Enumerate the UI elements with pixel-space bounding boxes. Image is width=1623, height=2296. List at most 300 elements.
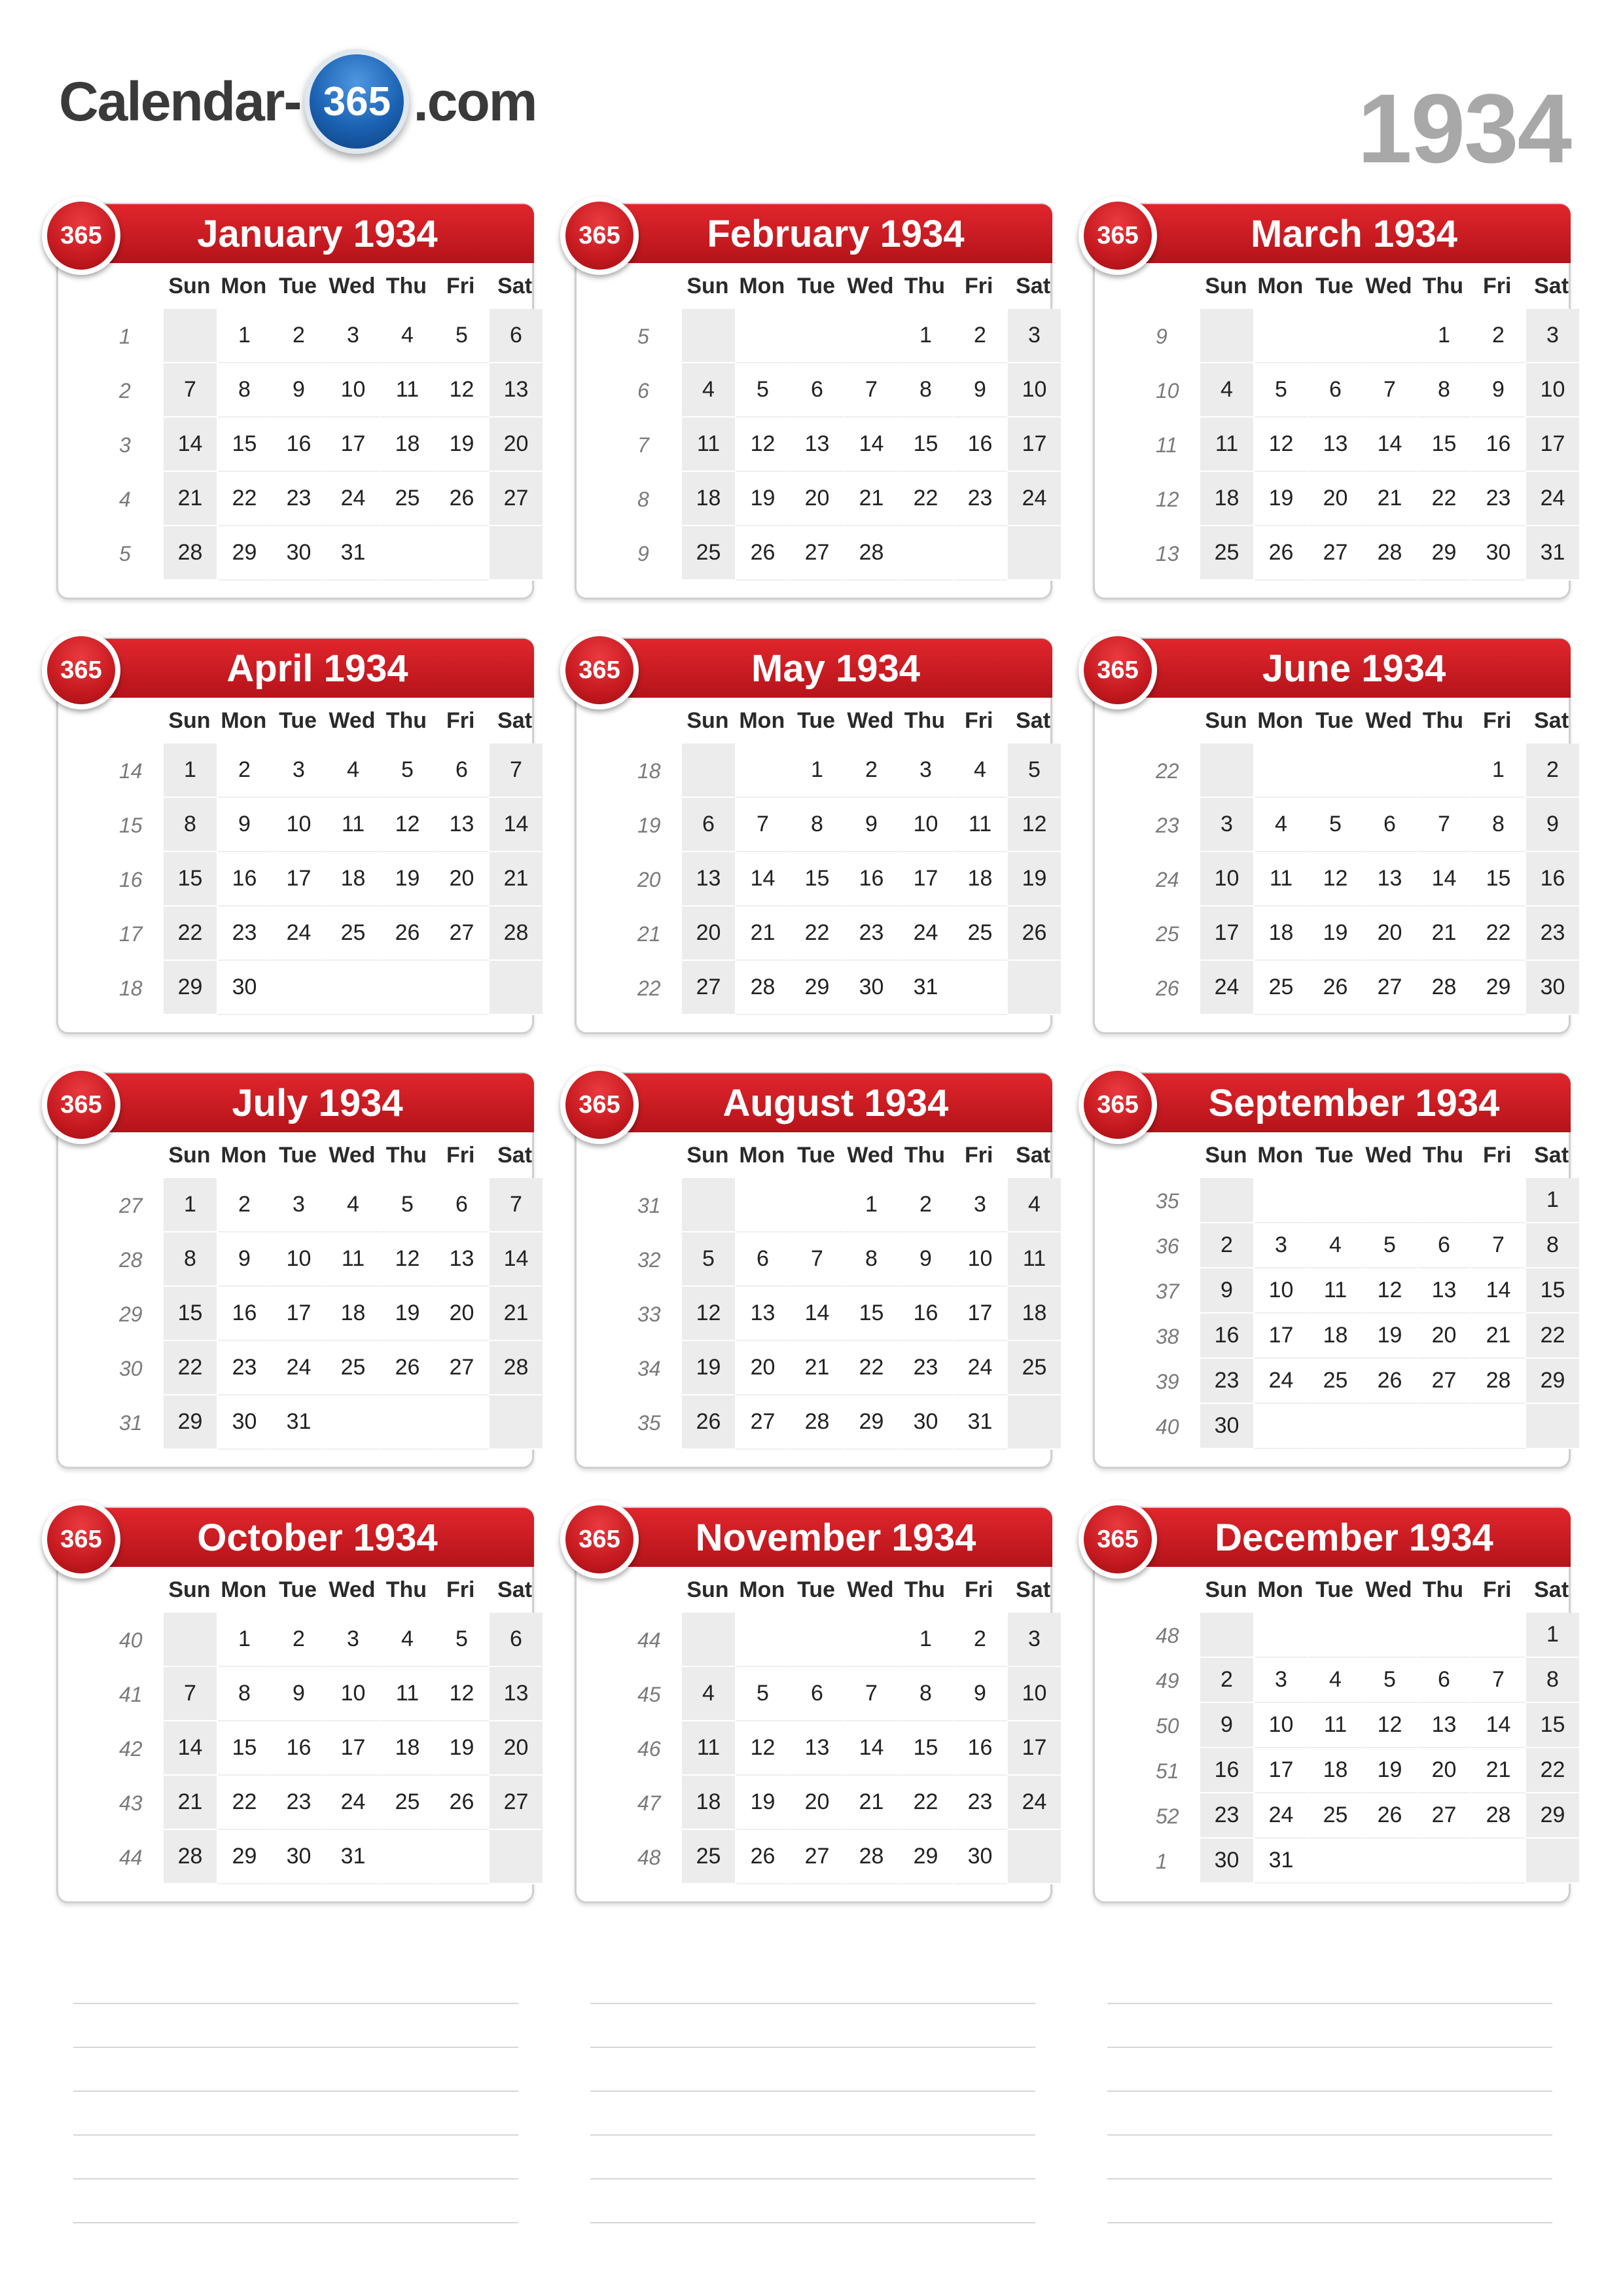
- day-cell[interactable]: 25: [327, 906, 381, 961]
- day-cell[interactable]: 9: [218, 798, 272, 852]
- day-cell[interactable]: 29: [1526, 1793, 1580, 1839]
- day-cell[interactable]: 26: [1255, 526, 1309, 581]
- day-cell[interactable]: 16: [272, 1721, 327, 1776]
- day-cell[interactable]: 20: [490, 1721, 544, 1776]
- day-cell[interactable]: 12: [1008, 798, 1062, 852]
- day-cell[interactable]: 11: [1309, 1268, 1363, 1314]
- day-cell[interactable]: 12: [682, 1287, 736, 1341]
- day-cell[interactable]: 6: [1418, 1658, 1472, 1703]
- day-cell[interactable]: 30: [845, 961, 899, 1015]
- day-cell[interactable]: 30: [218, 961, 272, 1015]
- day-cell[interactable]: 9: [845, 798, 899, 852]
- day-cell[interactable]: 16: [899, 1287, 954, 1341]
- day-cell[interactable]: 25: [1255, 961, 1309, 1015]
- day-cell[interactable]: 4: [1200, 363, 1255, 418]
- day-cell[interactable]: 7: [736, 798, 791, 852]
- day-cell[interactable]: 4: [1309, 1658, 1363, 1703]
- day-cell[interactable]: 13: [736, 1287, 791, 1341]
- day-cell[interactable]: 27: [682, 961, 736, 1015]
- day-cell[interactable]: 24: [899, 906, 954, 961]
- day-cell[interactable]: 24: [272, 906, 327, 961]
- day-cell[interactable]: 14: [1418, 852, 1472, 906]
- day-cell[interactable]: 29: [791, 961, 845, 1015]
- day-cell[interactable]: 23: [1526, 906, 1580, 961]
- day-cell[interactable]: 25: [682, 526, 736, 581]
- day-cell[interactable]: 17: [327, 1721, 381, 1776]
- day-cell[interactable]: 3: [327, 309, 381, 363]
- day-cell[interactable]: 10: [1200, 852, 1255, 906]
- day-cell[interactable]: 31: [899, 961, 954, 1015]
- day-cell[interactable]: 6: [1363, 798, 1418, 852]
- day-cell[interactable]: 8: [1526, 1658, 1580, 1703]
- day-cell[interactable]: 3: [1526, 309, 1580, 363]
- day-cell[interactable]: 28: [164, 1830, 218, 1884]
- day-cell[interactable]: 4: [1309, 1223, 1363, 1268]
- day-cell[interactable]: 23: [954, 1776, 1008, 1830]
- day-cell[interactable]: 18: [682, 1776, 736, 1830]
- day-cell[interactable]: 2: [218, 744, 272, 798]
- day-cell[interactable]: 28: [791, 1395, 845, 1450]
- day-cell[interactable]: 9: [1200, 1703, 1255, 1748]
- day-cell[interactable]: 31: [327, 526, 381, 581]
- day-cell[interactable]: 10: [327, 363, 381, 418]
- day-cell[interactable]: 18: [1255, 906, 1309, 961]
- day-cell[interactable]: 9: [899, 1232, 954, 1287]
- day-cell[interactable]: 13: [1363, 852, 1418, 906]
- day-cell[interactable]: 13: [791, 1721, 845, 1776]
- day-cell[interactable]: 19: [435, 1721, 490, 1776]
- day-cell[interactable]: 6: [490, 1613, 544, 1667]
- day-cell[interactable]: 30: [272, 1830, 327, 1884]
- day-cell[interactable]: 6: [736, 1232, 791, 1287]
- day-cell[interactable]: 2: [1526, 744, 1580, 798]
- day-cell[interactable]: 19: [435, 418, 490, 472]
- day-cell[interactable]: 21: [845, 1776, 899, 1830]
- day-cell[interactable]: 30: [1200, 1839, 1255, 1884]
- day-cell[interactable]: 20: [490, 418, 544, 472]
- day-cell[interactable]: 15: [218, 1721, 272, 1776]
- day-cell[interactable]: 1: [164, 744, 218, 798]
- day-cell[interactable]: 14: [164, 418, 218, 472]
- day-cell[interactable]: 18: [327, 1287, 381, 1341]
- day-cell[interactable]: 11: [1200, 418, 1255, 472]
- day-cell[interactable]: 29: [1418, 526, 1472, 581]
- day-cell[interactable]: 14: [791, 1287, 845, 1341]
- day-cell[interactable]: 4: [1255, 798, 1309, 852]
- day-cell[interactable]: 16: [218, 852, 272, 906]
- day-cell[interactable]: 26: [1363, 1359, 1418, 1404]
- day-cell[interactable]: 4: [327, 744, 381, 798]
- day-cell[interactable]: 4: [381, 1613, 435, 1667]
- day-cell[interactable]: 15: [1526, 1703, 1580, 1748]
- day-cell[interactable]: 27: [1309, 526, 1363, 581]
- day-cell[interactable]: 7: [845, 1667, 899, 1721]
- day-cell[interactable]: 24: [1008, 472, 1062, 526]
- day-cell[interactable]: 2: [1472, 309, 1526, 363]
- day-cell[interactable]: 5: [1255, 363, 1309, 418]
- day-cell[interactable]: 17: [1255, 1314, 1309, 1359]
- day-cell[interactable]: 3: [327, 1613, 381, 1667]
- day-cell[interactable]: 10: [1008, 1667, 1062, 1721]
- day-cell[interactable]: 13: [791, 418, 845, 472]
- day-cell[interactable]: 10: [1255, 1268, 1309, 1314]
- day-cell[interactable]: 20: [791, 1776, 845, 1830]
- day-cell[interactable]: 23: [1200, 1793, 1255, 1839]
- day-cell[interactable]: 10: [272, 1232, 327, 1287]
- day-cell[interactable]: 13: [490, 363, 544, 418]
- day-cell[interactable]: 12: [736, 418, 791, 472]
- day-cell[interactable]: 26: [381, 906, 435, 961]
- day-cell[interactable]: 31: [954, 1395, 1008, 1450]
- day-cell[interactable]: 31: [327, 1830, 381, 1884]
- day-cell[interactable]: 9: [272, 363, 327, 418]
- day-cell[interactable]: 7: [845, 363, 899, 418]
- day-cell[interactable]: 7: [164, 363, 218, 418]
- day-cell[interactable]: 30: [272, 526, 327, 581]
- day-cell[interactable]: 26: [736, 526, 791, 581]
- day-cell[interactable]: 3: [272, 744, 327, 798]
- day-cell[interactable]: 7: [1418, 798, 1472, 852]
- day-cell[interactable]: 28: [490, 1341, 544, 1395]
- day-cell[interactable]: 4: [682, 363, 736, 418]
- day-cell[interactable]: 17: [272, 852, 327, 906]
- day-cell[interactable]: 11: [1008, 1232, 1062, 1287]
- day-cell[interactable]: 24: [1255, 1359, 1309, 1404]
- day-cell[interactable]: 4: [682, 1667, 736, 1721]
- day-cell[interactable]: 16: [1526, 852, 1580, 906]
- day-cell[interactable]: 12: [1255, 418, 1309, 472]
- day-cell[interactable]: 11: [1309, 1703, 1363, 1748]
- day-cell[interactable]: 10: [1526, 363, 1580, 418]
- day-cell[interactable]: 8: [218, 1667, 272, 1721]
- day-cell[interactable]: 12: [1363, 1703, 1418, 1748]
- day-cell[interactable]: 15: [1418, 418, 1472, 472]
- day-cell[interactable]: 16: [272, 418, 327, 472]
- day-cell[interactable]: 15: [164, 1287, 218, 1341]
- day-cell[interactable]: 18: [381, 418, 435, 472]
- day-cell[interactable]: 17: [1200, 906, 1255, 961]
- day-cell[interactable]: 28: [845, 526, 899, 581]
- day-cell[interactable]: 1: [1418, 309, 1472, 363]
- day-cell[interactable]: 14: [845, 418, 899, 472]
- day-cell[interactable]: 26: [736, 1830, 791, 1884]
- day-cell[interactable]: 26: [682, 1395, 736, 1450]
- day-cell[interactable]: 28: [490, 906, 544, 961]
- day-cell[interactable]: 1: [164, 1178, 218, 1232]
- day-cell[interactable]: 2: [954, 1613, 1008, 1667]
- day-cell[interactable]: 20: [736, 1341, 791, 1395]
- day-cell[interactable]: 14: [490, 798, 544, 852]
- day-cell[interactable]: 7: [164, 1667, 218, 1721]
- day-cell[interactable]: 19: [736, 1776, 791, 1830]
- day-cell[interactable]: 23: [218, 906, 272, 961]
- day-cell[interactable]: 29: [164, 961, 218, 1015]
- day-cell[interactable]: 31: [1526, 526, 1580, 581]
- day-cell[interactable]: 25: [1309, 1359, 1363, 1404]
- day-cell[interactable]: 24: [327, 1776, 381, 1830]
- day-cell[interactable]: 20: [435, 1287, 490, 1341]
- day-cell[interactable]: 1: [1472, 744, 1526, 798]
- day-cell[interactable]: 3: [899, 744, 954, 798]
- day-cell[interactable]: 7: [490, 744, 544, 798]
- day-cell[interactable]: 17: [1008, 1721, 1062, 1776]
- day-cell[interactable]: 2: [218, 1178, 272, 1232]
- day-cell[interactable]: 30: [218, 1395, 272, 1450]
- day-cell[interactable]: 1: [218, 1613, 272, 1667]
- day-cell[interactable]: 25: [381, 472, 435, 526]
- day-cell[interactable]: 7: [1363, 363, 1418, 418]
- day-cell[interactable]: 26: [1008, 906, 1062, 961]
- day-cell[interactable]: 10: [1255, 1703, 1309, 1748]
- day-cell[interactable]: 25: [381, 1776, 435, 1830]
- day-cell[interactable]: 9: [1472, 363, 1526, 418]
- day-cell[interactable]: 20: [1418, 1748, 1472, 1793]
- day-cell[interactable]: 3: [954, 1178, 1008, 1232]
- day-cell[interactable]: 22: [899, 1776, 954, 1830]
- day-cell[interactable]: 27: [736, 1395, 791, 1450]
- day-cell[interactable]: 12: [736, 1721, 791, 1776]
- day-cell[interactable]: 15: [1526, 1268, 1580, 1314]
- day-cell[interactable]: 15: [791, 852, 845, 906]
- day-cell[interactable]: 12: [381, 1232, 435, 1287]
- day-cell[interactable]: 10: [272, 798, 327, 852]
- day-cell[interactable]: 28: [1418, 961, 1472, 1015]
- day-cell[interactable]: 7: [791, 1232, 845, 1287]
- day-cell[interactable]: 24: [1008, 1776, 1062, 1830]
- day-cell[interactable]: 7: [490, 1178, 544, 1232]
- day-cell[interactable]: 23: [1200, 1359, 1255, 1404]
- day-cell[interactable]: 2: [845, 744, 899, 798]
- day-cell[interactable]: 9: [954, 363, 1008, 418]
- day-cell[interactable]: 17: [272, 1287, 327, 1341]
- day-cell[interactable]: 24: [954, 1341, 1008, 1395]
- day-cell[interactable]: 6: [1418, 1223, 1472, 1268]
- day-cell[interactable]: 26: [1363, 1793, 1418, 1839]
- day-cell[interactable]: 25: [954, 906, 1008, 961]
- day-cell[interactable]: 3: [1200, 798, 1255, 852]
- day-cell[interactable]: 6: [435, 1178, 490, 1232]
- day-cell[interactable]: 22: [164, 1341, 218, 1395]
- day-cell[interactable]: 22: [1526, 1314, 1580, 1359]
- day-cell[interactable]: 8: [791, 798, 845, 852]
- day-cell[interactable]: 22: [1472, 906, 1526, 961]
- day-cell[interactable]: 21: [791, 1341, 845, 1395]
- day-cell[interactable]: 8: [1472, 798, 1526, 852]
- day-cell[interactable]: 15: [164, 852, 218, 906]
- day-cell[interactable]: 21: [1472, 1748, 1526, 1793]
- day-cell[interactable]: 4: [1008, 1178, 1062, 1232]
- day-cell[interactable]: 19: [1008, 852, 1062, 906]
- day-cell[interactable]: 23: [272, 472, 327, 526]
- day-cell[interactable]: 27: [1363, 961, 1418, 1015]
- day-cell[interactable]: 9: [954, 1667, 1008, 1721]
- day-cell[interactable]: 2: [272, 309, 327, 363]
- day-cell[interactable]: 25: [682, 1830, 736, 1884]
- day-cell[interactable]: 11: [1255, 852, 1309, 906]
- day-cell[interactable]: 24: [327, 472, 381, 526]
- day-cell[interactable]: 21: [736, 906, 791, 961]
- day-cell[interactable]: 18: [381, 1721, 435, 1776]
- day-cell[interactable]: 11: [327, 798, 381, 852]
- day-cell[interactable]: 1: [845, 1178, 899, 1232]
- day-cell[interactable]: 19: [381, 1287, 435, 1341]
- day-cell[interactable]: 5: [1309, 798, 1363, 852]
- day-cell[interactable]: 24: [1200, 961, 1255, 1015]
- day-cell[interactable]: 11: [954, 798, 1008, 852]
- day-cell[interactable]: 3: [272, 1178, 327, 1232]
- day-cell[interactable]: 22: [845, 1341, 899, 1395]
- day-cell[interactable]: 18: [1309, 1314, 1363, 1359]
- day-cell[interactable]: 24: [1255, 1793, 1309, 1839]
- day-cell[interactable]: 22: [1526, 1748, 1580, 1793]
- day-cell[interactable]: 23: [1472, 472, 1526, 526]
- day-cell[interactable]: 4: [327, 1178, 381, 1232]
- day-cell[interactable]: 20: [682, 906, 736, 961]
- day-cell[interactable]: 19: [682, 1341, 736, 1395]
- day-cell[interactable]: 1: [1526, 1178, 1580, 1223]
- day-cell[interactable]: 15: [899, 418, 954, 472]
- day-cell[interactable]: 25: [1200, 526, 1255, 581]
- day-cell[interactable]: 6: [791, 1667, 845, 1721]
- day-cell[interactable]: 16: [1200, 1314, 1255, 1359]
- day-cell[interactable]: 5: [381, 744, 435, 798]
- day-cell[interactable]: 13: [1309, 418, 1363, 472]
- day-cell[interactable]: 9: [1200, 1268, 1255, 1314]
- day-cell[interactable]: 1: [791, 744, 845, 798]
- day-cell[interactable]: 15: [899, 1721, 954, 1776]
- day-cell[interactable]: 28: [845, 1830, 899, 1884]
- day-cell[interactable]: 8: [845, 1232, 899, 1287]
- day-cell[interactable]: 17: [1255, 1748, 1309, 1793]
- day-cell[interactable]: 18: [327, 852, 381, 906]
- day-cell[interactable]: 14: [490, 1232, 544, 1287]
- day-cell[interactable]: 24: [1526, 472, 1580, 526]
- day-cell[interactable]: 9: [272, 1667, 327, 1721]
- day-cell[interactable]: 8: [218, 363, 272, 418]
- day-cell[interactable]: 14: [845, 1721, 899, 1776]
- day-cell[interactable]: 26: [435, 472, 490, 526]
- day-cell[interactable]: 5: [435, 309, 490, 363]
- day-cell[interactable]: 14: [1472, 1703, 1526, 1748]
- day-cell[interactable]: 30: [1200, 1404, 1255, 1449]
- day-cell[interactable]: 30: [954, 1830, 1008, 1884]
- day-cell[interactable]: 26: [381, 1341, 435, 1395]
- day-cell[interactable]: 21: [490, 1287, 544, 1341]
- day-cell[interactable]: 14: [1472, 1268, 1526, 1314]
- day-cell[interactable]: 13: [435, 798, 490, 852]
- day-cell[interactable]: 22: [218, 472, 272, 526]
- day-cell[interactable]: 29: [899, 1830, 954, 1884]
- day-cell[interactable]: 18: [954, 852, 1008, 906]
- day-cell[interactable]: 4: [381, 309, 435, 363]
- day-cell[interactable]: 22: [1418, 472, 1472, 526]
- day-cell[interactable]: 2: [954, 309, 1008, 363]
- day-cell[interactable]: 24: [272, 1341, 327, 1395]
- day-cell[interactable]: 29: [218, 1830, 272, 1884]
- day-cell[interactable]: 11: [381, 363, 435, 418]
- day-cell[interactable]: 12: [435, 1667, 490, 1721]
- day-cell[interactable]: 17: [1008, 418, 1062, 472]
- day-cell[interactable]: 19: [381, 852, 435, 906]
- day-cell[interactable]: 8: [164, 1232, 218, 1287]
- day-cell[interactable]: 11: [381, 1667, 435, 1721]
- day-cell[interactable]: 3: [1255, 1223, 1309, 1268]
- day-cell[interactable]: 23: [272, 1776, 327, 1830]
- day-cell[interactable]: 27: [490, 472, 544, 526]
- day-cell[interactable]: 3: [1008, 309, 1062, 363]
- day-cell[interactable]: 23: [899, 1341, 954, 1395]
- day-cell[interactable]: 28: [1472, 1359, 1526, 1404]
- day-cell[interactable]: 10: [327, 1667, 381, 1721]
- day-cell[interactable]: 25: [1309, 1793, 1363, 1839]
- day-cell[interactable]: 23: [218, 1341, 272, 1395]
- day-cell[interactable]: 8: [899, 1667, 954, 1721]
- day-cell[interactable]: 17: [1526, 418, 1580, 472]
- day-cell[interactable]: 17: [327, 418, 381, 472]
- day-cell[interactable]: 19: [1255, 472, 1309, 526]
- day-cell[interactable]: 5: [736, 1667, 791, 1721]
- day-cell[interactable]: 31: [272, 1395, 327, 1450]
- site-logo[interactable]: [59, 46, 537, 157]
- day-cell[interactable]: 6: [490, 309, 544, 363]
- day-cell[interactable]: 5: [1363, 1223, 1418, 1268]
- day-cell[interactable]: 21: [1418, 906, 1472, 961]
- day-cell[interactable]: 9: [1526, 798, 1580, 852]
- day-cell[interactable]: 30: [1472, 526, 1526, 581]
- day-cell[interactable]: 4: [954, 744, 1008, 798]
- day-cell[interactable]: 17: [954, 1287, 1008, 1341]
- day-cell[interactable]: 7: [1472, 1223, 1526, 1268]
- day-cell[interactable]: 22: [791, 906, 845, 961]
- day-cell[interactable]: 11: [327, 1232, 381, 1287]
- day-cell[interactable]: 16: [954, 1721, 1008, 1776]
- day-cell[interactable]: 16: [1472, 418, 1526, 472]
- day-cell[interactable]: 13: [1418, 1703, 1472, 1748]
- day-cell[interactable]: 25: [1008, 1341, 1062, 1395]
- day-cell[interactable]: 6: [1309, 363, 1363, 418]
- day-cell[interactable]: 29: [1472, 961, 1526, 1015]
- day-cell[interactable]: 1: [899, 309, 954, 363]
- day-cell[interactable]: 19: [1309, 906, 1363, 961]
- day-cell[interactable]: 13: [682, 852, 736, 906]
- day-cell[interactable]: 25: [327, 1341, 381, 1395]
- day-cell[interactable]: 1: [218, 309, 272, 363]
- day-cell[interactable]: 16: [954, 418, 1008, 472]
- day-cell[interactable]: 15: [1472, 852, 1526, 906]
- day-cell[interactable]: 27: [1418, 1359, 1472, 1404]
- day-cell[interactable]: 2: [1200, 1223, 1255, 1268]
- day-cell[interactable]: 26: [435, 1776, 490, 1830]
- day-cell[interactable]: 20: [1309, 472, 1363, 526]
- day-cell[interactable]: 21: [845, 472, 899, 526]
- day-cell[interactable]: 2: [899, 1178, 954, 1232]
- day-cell[interactable]: 5: [736, 363, 791, 418]
- day-cell[interactable]: 2: [272, 1613, 327, 1667]
- day-cell[interactable]: 5: [682, 1232, 736, 1287]
- day-cell[interactable]: 27: [490, 1776, 544, 1830]
- day-cell[interactable]: 21: [164, 1776, 218, 1830]
- day-cell[interactable]: 13: [490, 1667, 544, 1721]
- day-cell[interactable]: 14: [1363, 418, 1418, 472]
- day-cell[interactable]: 21: [490, 852, 544, 906]
- day-cell[interactable]: 20: [435, 852, 490, 906]
- day-cell[interactable]: 21: [164, 472, 218, 526]
- day-cell[interactable]: 27: [1418, 1793, 1472, 1839]
- day-cell[interactable]: 5: [1363, 1658, 1418, 1703]
- day-cell[interactable]: 13: [435, 1232, 490, 1287]
- day-cell[interactable]: 9: [218, 1232, 272, 1287]
- day-cell[interactable]: 5: [381, 1178, 435, 1232]
